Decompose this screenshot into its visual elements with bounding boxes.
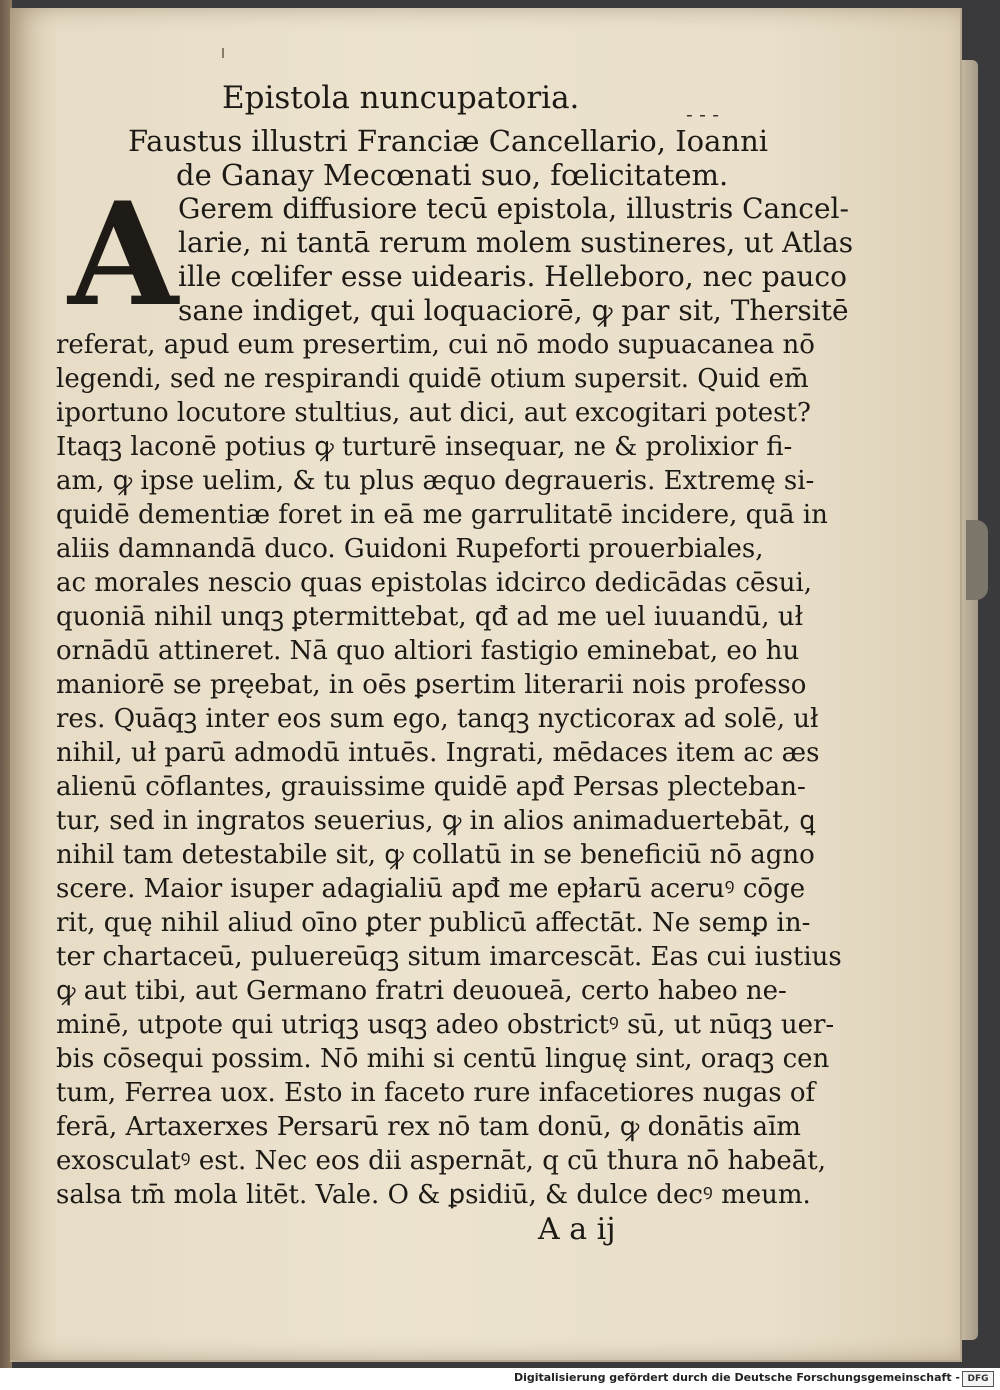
binding-mark bbox=[222, 48, 224, 58]
text-line: am, ꝙ ipse uelim, & tu plus æquo degraueris. Extremę si- bbox=[56, 466, 815, 496]
text-line: legendi, sed ne respirandi quidē otium supersit. Quid em̄ bbox=[56, 364, 809, 394]
text-line: exosculatꝰ est. Nec eos dii aspernāt, q cū thura nō habeāt, bbox=[56, 1146, 826, 1176]
text-line: salsa tm̄ mola litēt. Vale. O & ꝑsidiū, & dulce decꝰ meum. bbox=[56, 1180, 811, 1210]
text-line: res. Quāqꝫ inter eos sum ego, tanqꝫ nycticorax ad solē, uł bbox=[56, 704, 819, 734]
text-line: alienū cōflantes, grauissime quidē apđ Persas plecteban- bbox=[56, 772, 806, 802]
heading-ornament: - - - bbox=[686, 102, 719, 126]
text-line: maniorē se pręebat, in oēs ꝑsertim literarii nois professo bbox=[56, 670, 807, 700]
text-line: quoniā nihil unqꝫ ꝑtermittebat, qđ ad me uel iuuandū, uł bbox=[56, 602, 804, 632]
text-line: nihil tam detestabile sit, ꝙ collatū in se beneficiū nō agno bbox=[56, 840, 815, 870]
text-line: ꝙ aut tibi, aut Germano fratri deuoueā, certo habeo ne- bbox=[56, 976, 787, 1006]
drop-cap: A bbox=[68, 172, 179, 338]
text-line: Itaqꝫ laconē potius ꝙ turturē insequar, ne & prolixior fi- bbox=[56, 432, 793, 462]
text-line: ac morales nescio quas epistolas idcirco dedicādas cēsui, bbox=[56, 568, 813, 598]
text-line: quidē dementiæ foret in eā me garrulitatē incidere, quā in bbox=[56, 500, 828, 530]
text-line: tur, sed in ingratos seuerius, ꝙ in alios animaduertebāt, ꝗ bbox=[56, 806, 816, 836]
text-line: Gerem diffusiore tecū epistola, illustris Cancel- bbox=[178, 192, 849, 225]
text-line: aliis damnandā duco. Guidoni Rupeforti prouerbiales, bbox=[56, 534, 764, 564]
footer-bar bbox=[0, 1368, 1000, 1390]
signature-mark: A a ij bbox=[538, 1212, 616, 1247]
salutation-line-1: Faustus illustri Franciæ Cancellario, Ioanni bbox=[128, 124, 769, 158]
page-clip bbox=[966, 520, 988, 600]
text-line: ornādū attineret. Nā quo altiori fastigio eminebat, eo hu bbox=[56, 636, 800, 666]
text-line: iportuno locutore stultius, aut dici, aut excogitari potest? bbox=[56, 398, 811, 428]
text-line: nihil, uł parū admodū intuēs. Ingrati, mēdaces item ac æs bbox=[56, 738, 820, 768]
text-line: ferā, Artaxerxes Persarū rex nō tam donū, ꝙ donātis aīm bbox=[56, 1112, 801, 1142]
text-line: minē, utpote qui utriqꝫ usqꝫ adeo obstrictꝰ sū, ut nūqꝫ uer- bbox=[56, 1010, 835, 1040]
text-line: referat, apud eum presertim, cui nō modo supuacanea nō bbox=[56, 330, 815, 360]
text-line: sane indiget, qui loquaciorē, ꝙ par sit, Thersitē bbox=[178, 294, 849, 327]
dfg-logo: DFG bbox=[962, 1371, 994, 1387]
text-line: bis cōsequi possim. Nō mihi si centū linguę sint, oraqꝫ cen bbox=[56, 1044, 830, 1074]
footer-credit: Digitalisierung gefördert durch die Deutsche Forschungsgemeinschaft - bbox=[513, 1371, 960, 1384]
text-line: tum, Ferrea uox. Esto in faceto rure infacetiores nugas of bbox=[56, 1078, 816, 1108]
text-line: scere. Maior isuper adagialiū apđ me epłarū aceruꝰ cōge bbox=[56, 874, 806, 904]
page-heading: Epistola nuncupatoria. bbox=[222, 80, 580, 116]
salutation-line-2: de Ganay Mecœnati suo, fœlicitatem. bbox=[176, 158, 729, 192]
text-line: rit, quę nihil aliud oīno ꝑter publicū affectāt. Ne semꝑ in- bbox=[56, 908, 811, 938]
text-line: larie, ni tantā rerum molem sustineres, ut Atlas bbox=[178, 226, 854, 259]
book-page bbox=[10, 8, 962, 1362]
text-line: ille cœlifer esse uidearis. Helleboro, nec pauco bbox=[178, 260, 847, 293]
text-line: ter chartaceū, puluereūqꝫ situm imarcescāt. Eas cui iustius bbox=[56, 942, 842, 972]
